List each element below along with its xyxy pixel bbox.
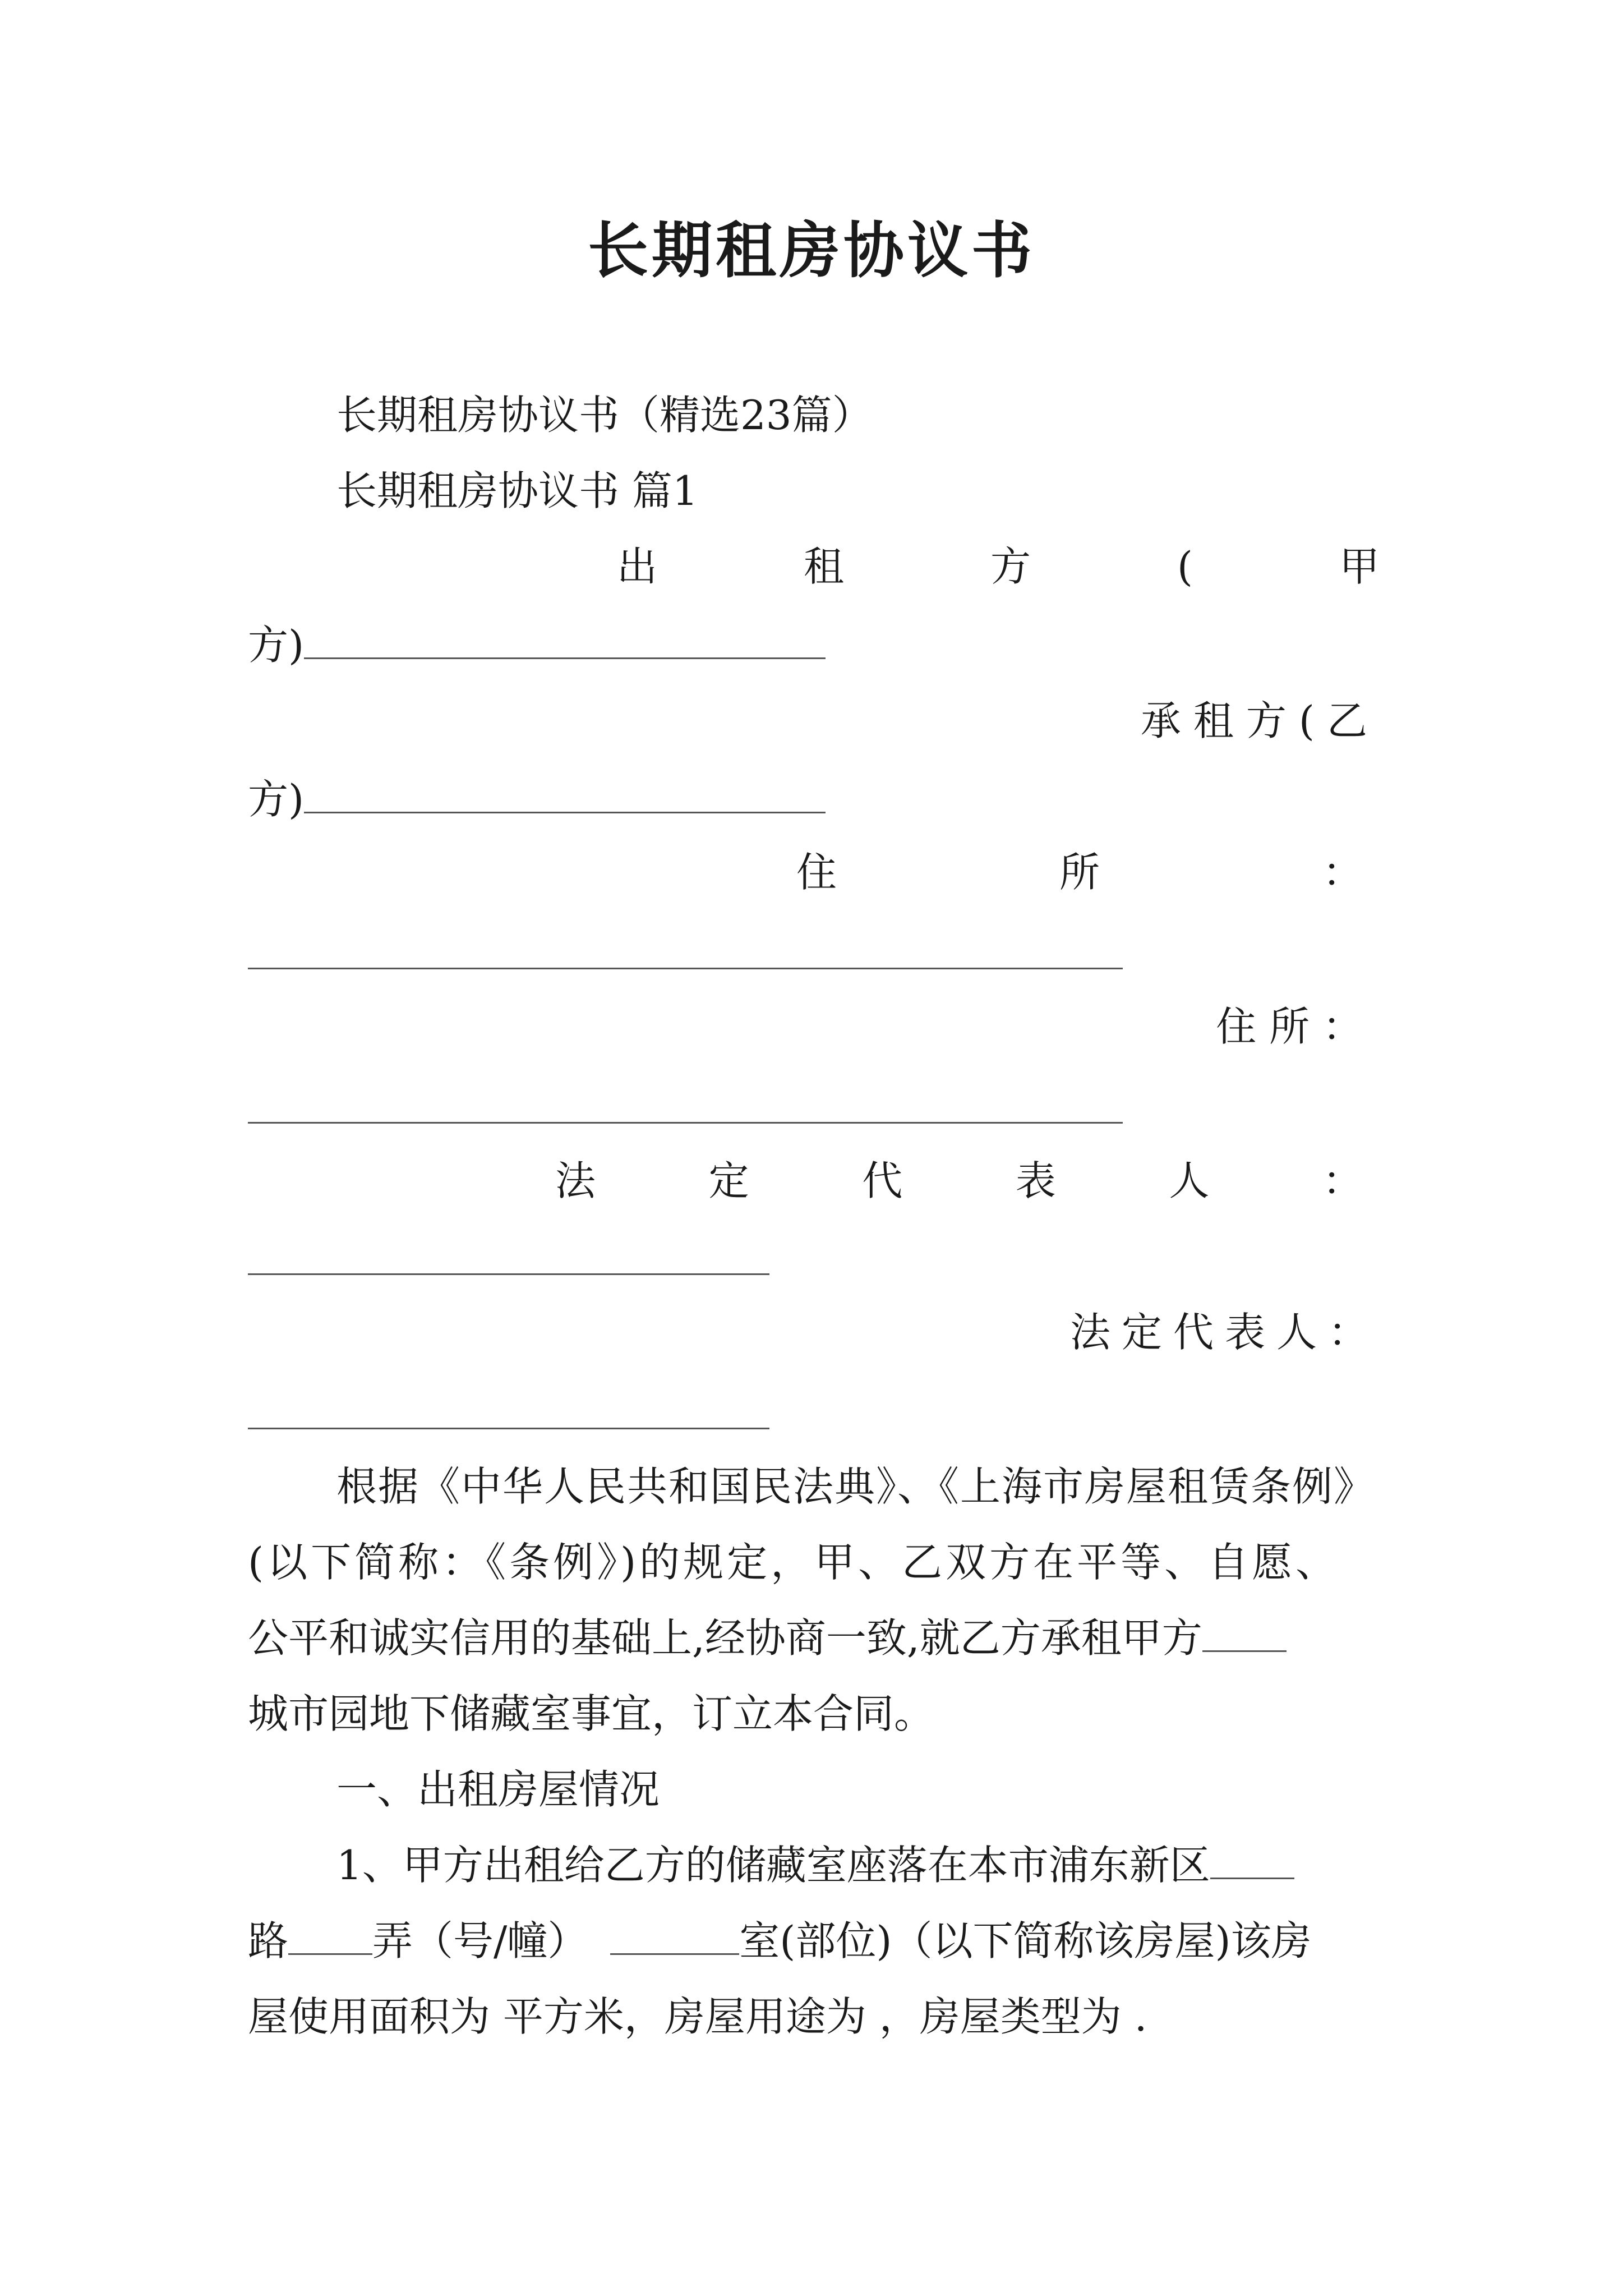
address-char: 所 (1059, 849, 1100, 896)
rep-char: 法 (555, 1157, 596, 1204)
document-title: 长期租房协议书 (587, 215, 1035, 286)
rep-char: 人 (1169, 1157, 1210, 1204)
road-label: 路 (248, 1917, 289, 1964)
lessee-name-blank[interactable] (304, 772, 826, 813)
lane-label: 弄（号/幢） (372, 1917, 588, 1964)
room-blank[interactable] (610, 1914, 739, 1955)
rep-label-1 (555, 1153, 1363, 1209)
lessee-continuation (248, 771, 1380, 827)
rep-blank-2[interactable] (248, 1428, 769, 1429)
para2-line1 (336, 1837, 1380, 1893)
address-blank-1[interactable] (248, 968, 1123, 969)
lessor-name-blank[interactable] (304, 618, 826, 659)
rep-char: ： (1322, 1157, 1363, 1204)
rep-char: 代 (862, 1157, 903, 1204)
para1-line1: 根据《中华人民共和国民法典》、《上海市房屋租赁条例》 (336, 1463, 1376, 1510)
lessee-cont-text: 方) (248, 776, 305, 823)
address-char: ： (1322, 849, 1363, 896)
para1-line3-text: 公平和诚实信用的基础上,经协商一致,就乙方承租甲方 (248, 1614, 1202, 1662)
district-blank[interactable] (1210, 1838, 1294, 1879)
para1-line2: (以下简称：《条例》)的规定，甲、乙双方在平等、自愿、 (248, 1539, 1340, 1586)
para2-line3: 屋使用面积为 平方米，房屋用途为 ，房屋类型为 . (248, 1993, 1147, 2040)
rep-char: 表 (1015, 1157, 1056, 1204)
rep-blank-1[interactable] (248, 1273, 769, 1275)
lessee-label: 承租方(乙 (1140, 697, 1380, 744)
para1-line3 (248, 1610, 1380, 1666)
lessor-char: 甲 (1339, 543, 1380, 590)
address-blank-2[interactable] (248, 1122, 1123, 1124)
road-blank[interactable] (288, 1914, 372, 1955)
lessor-char: ( (1177, 543, 1193, 590)
para2-line2 (248, 1913, 1380, 1969)
address-char: 住 (796, 849, 837, 896)
lessor-char: 出 (617, 543, 658, 590)
section-heading: 长期租房协议书 篇1 (336, 467, 698, 514)
lessor-label (617, 539, 1380, 595)
lessor-cont-text: 方) (248, 622, 305, 669)
document-subtitle: 长期租房协议书（精选23篇） (336, 392, 873, 439)
address-label-1 (796, 844, 1363, 900)
lessor-char: 租 (803, 543, 844, 590)
lessor-char: 方 (990, 543, 1031, 590)
lessor-continuation (248, 617, 1380, 673)
para1-blank[interactable] (1202, 1611, 1287, 1652)
para2-line1-text: 1、甲方出租给乙方的储藏室座落在本市浦东新区 (336, 1842, 1210, 1889)
section-1-heading: 一、出租房屋情况 (336, 1766, 660, 1813)
room-label: 室(部位)（以下简称该房屋)该房 (739, 1917, 1312, 1964)
address-label-2: 住 所 ： (1216, 1003, 1363, 1050)
para1-line4: 城市园地下储藏室事宜，订立本合同。 (248, 1690, 935, 1737)
rep-label-2: 法定代表人： (1069, 1309, 1380, 1356)
rep-char: 定 (708, 1157, 749, 1204)
